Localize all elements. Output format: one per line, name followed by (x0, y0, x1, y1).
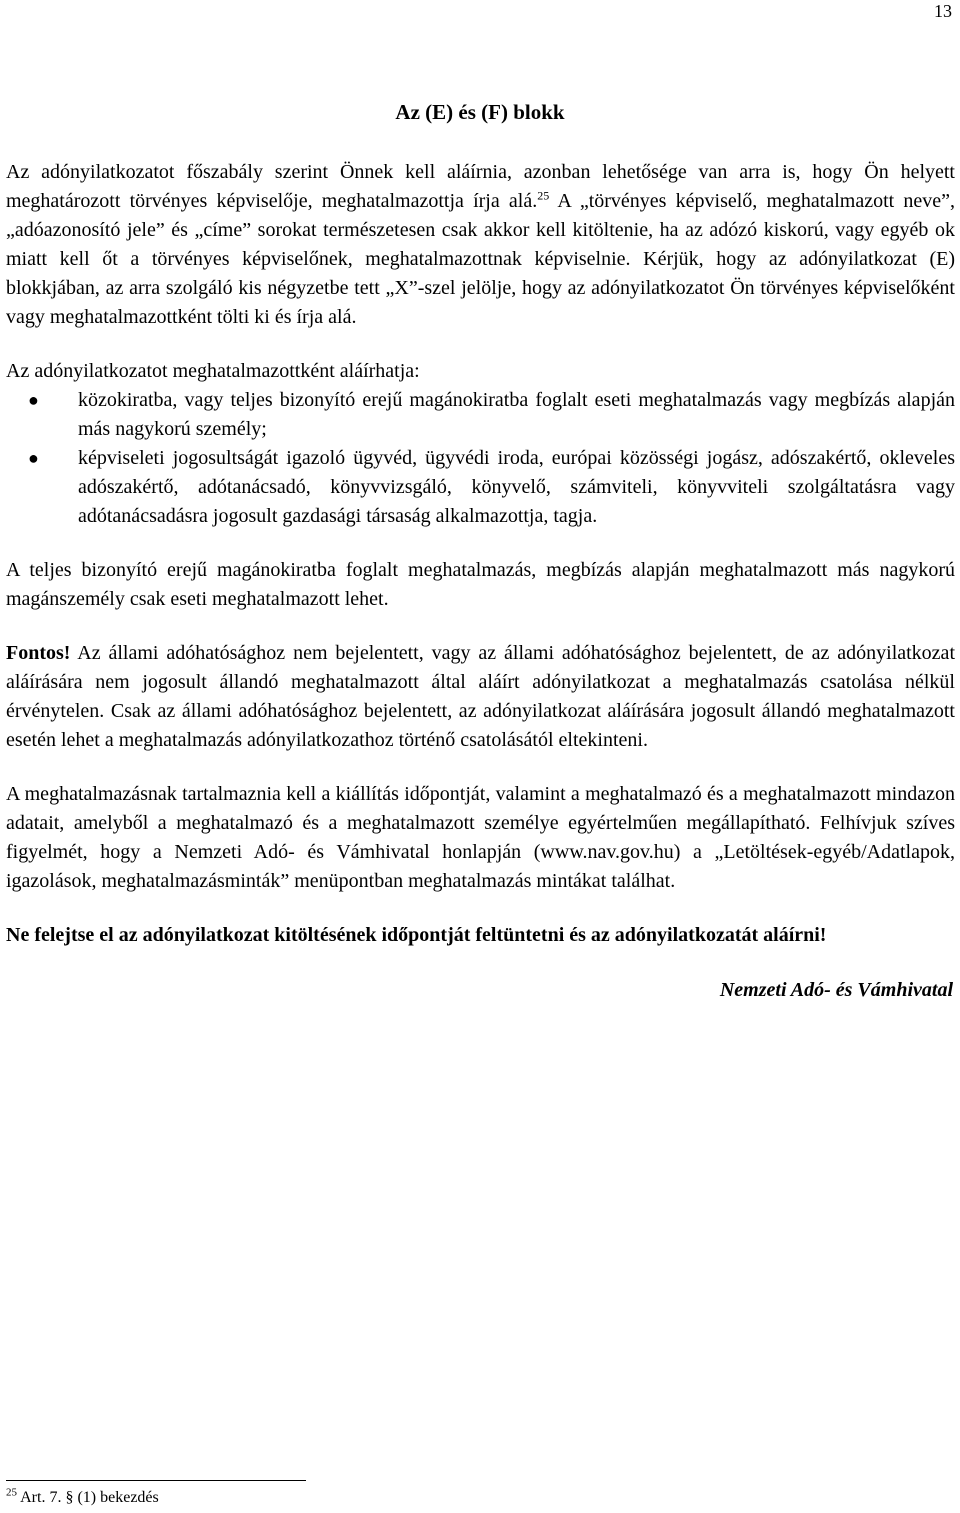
signature: Nemzeti Adó- és Vámhivatal (719, 979, 953, 1001)
paragraph-signing-text: Az adónyilatkozatot főszabály szerint Önnek kell aláírnia, azonban lehetősége van arra is, hogy Ön helyett meghatározott törvényes képviselője, meghatalmazottja írja alá. (6, 161, 955, 212)
paragraph-important (6, 639, 955, 755)
paragraph-authorized-intro: Az adónyilatkozatot meghatalmazottként aláírhatja: (6, 360, 420, 382)
footnote (6, 1486, 159, 1507)
page-number: 13 (934, 1, 952, 21)
footnote-text: Art. 7. § (1) bekezdés (20, 1489, 159, 1506)
important-text: Az állami adóhatósághoz nem bejelentett, vagy az állami adóhatósághoz bejelentett, de az adónyilatkozat aláírására nem jogosult állandó meghatalmazott által aláírt adónyilatkozat a meghatalmazás csatolása nélkül érvénytelen. Csak az állami adóhatósághoz bejelentett, az adónyilatkozat aláírására jogosult állandó meghatalmazott esetén lehet a meghatalmazás adónyilatkozathoz történő csatolásától eltekinteni. (6, 642, 955, 751)
list-item (6, 444, 955, 531)
authorized-list (6, 386, 955, 531)
footnote-reference: 25 (537, 188, 550, 203)
footnote-mark: 25 (6, 1486, 17, 1499)
page-title: Az (E) és (F) blokk (395, 100, 565, 124)
document-body (6, 158, 955, 1005)
list-item-text: közokiratba, vagy teljes bizonyító erejű magánokiratba foglalt eseti meghatalmazás vagy megbízás alapján más nagykorú személy; (78, 389, 955, 440)
footnote-divider (6, 1480, 306, 1481)
paragraph-authorization-content: A meghatalmazásnak tartalmaznia kell a kiállítás időpontját, valamint a meghatalmazó és a meghatalmazott mindazon adatait, amelyből a meghatalmazó és a meghatalmazott személye egyértelműen megállapítható. Felhívjuk szíves figyelmét, hogy a Nemzeti Adó- és Vámhivatal honlapján (www.nav.gov.hu) a „Letöltések-egyéb/Adatlapok, igazolások, meghatalmazásminták” menüpontban meghatalmazás mintákat találhat. (6, 783, 955, 892)
important-label: Fontos! (6, 642, 71, 664)
paragraph-private-document: A teljes bizonyító erejű magánokiratba foglalt meghatalmazás, megbízás alapján meghatalmazott más nagykorú magánszemély csak eseti meghatalmazott lehet. (6, 559, 955, 610)
paragraph-signing-intro (6, 158, 955, 332)
bullet-icon: ● (28, 448, 39, 468)
bullet-icon: ● (28, 390, 39, 410)
list-item-text: képviseleti jogosultságát igazoló ügyvéd, ügyvédi iroda, európai közösségi jogász, adószakértő, okleveles adószakértő, adótanácsadó, könyvvizsgáló, könyvelő, számviteli, könyvviteli szolgáltatásra vagy adótanácsadásra jogosult gazdasági társaság alkalmazottja, tagja. (78, 447, 955, 527)
paragraph-reminder: Ne felejtse el az adónyilatkozat kitöltésének időpontját feltüntetni és az adónyilatkozatát aláírni! (6, 924, 827, 946)
paragraph-representative-text: A „törvényes képviselő, meghatalmazott neve”, „adóazonosító jele” és „címe” sorokat természetesen csak akkor kell kitöltenie, ha az adózó kiskorú, vagy egyéb ok miatt kell őt a törvényes képviselőnek, meghatalmazottnak képviselnie. Kérjük, hogy az adónyilatkozat (E) blokkjában, az arra szolgáló kis négyzetbe tett „X”-szel jelölje, hogy az adónyilatkozatot Ön törvényes képviselőként vagy meghatalmazottként tölti ki és írja alá. (6, 190, 955, 328)
list-item (6, 386, 955, 444)
